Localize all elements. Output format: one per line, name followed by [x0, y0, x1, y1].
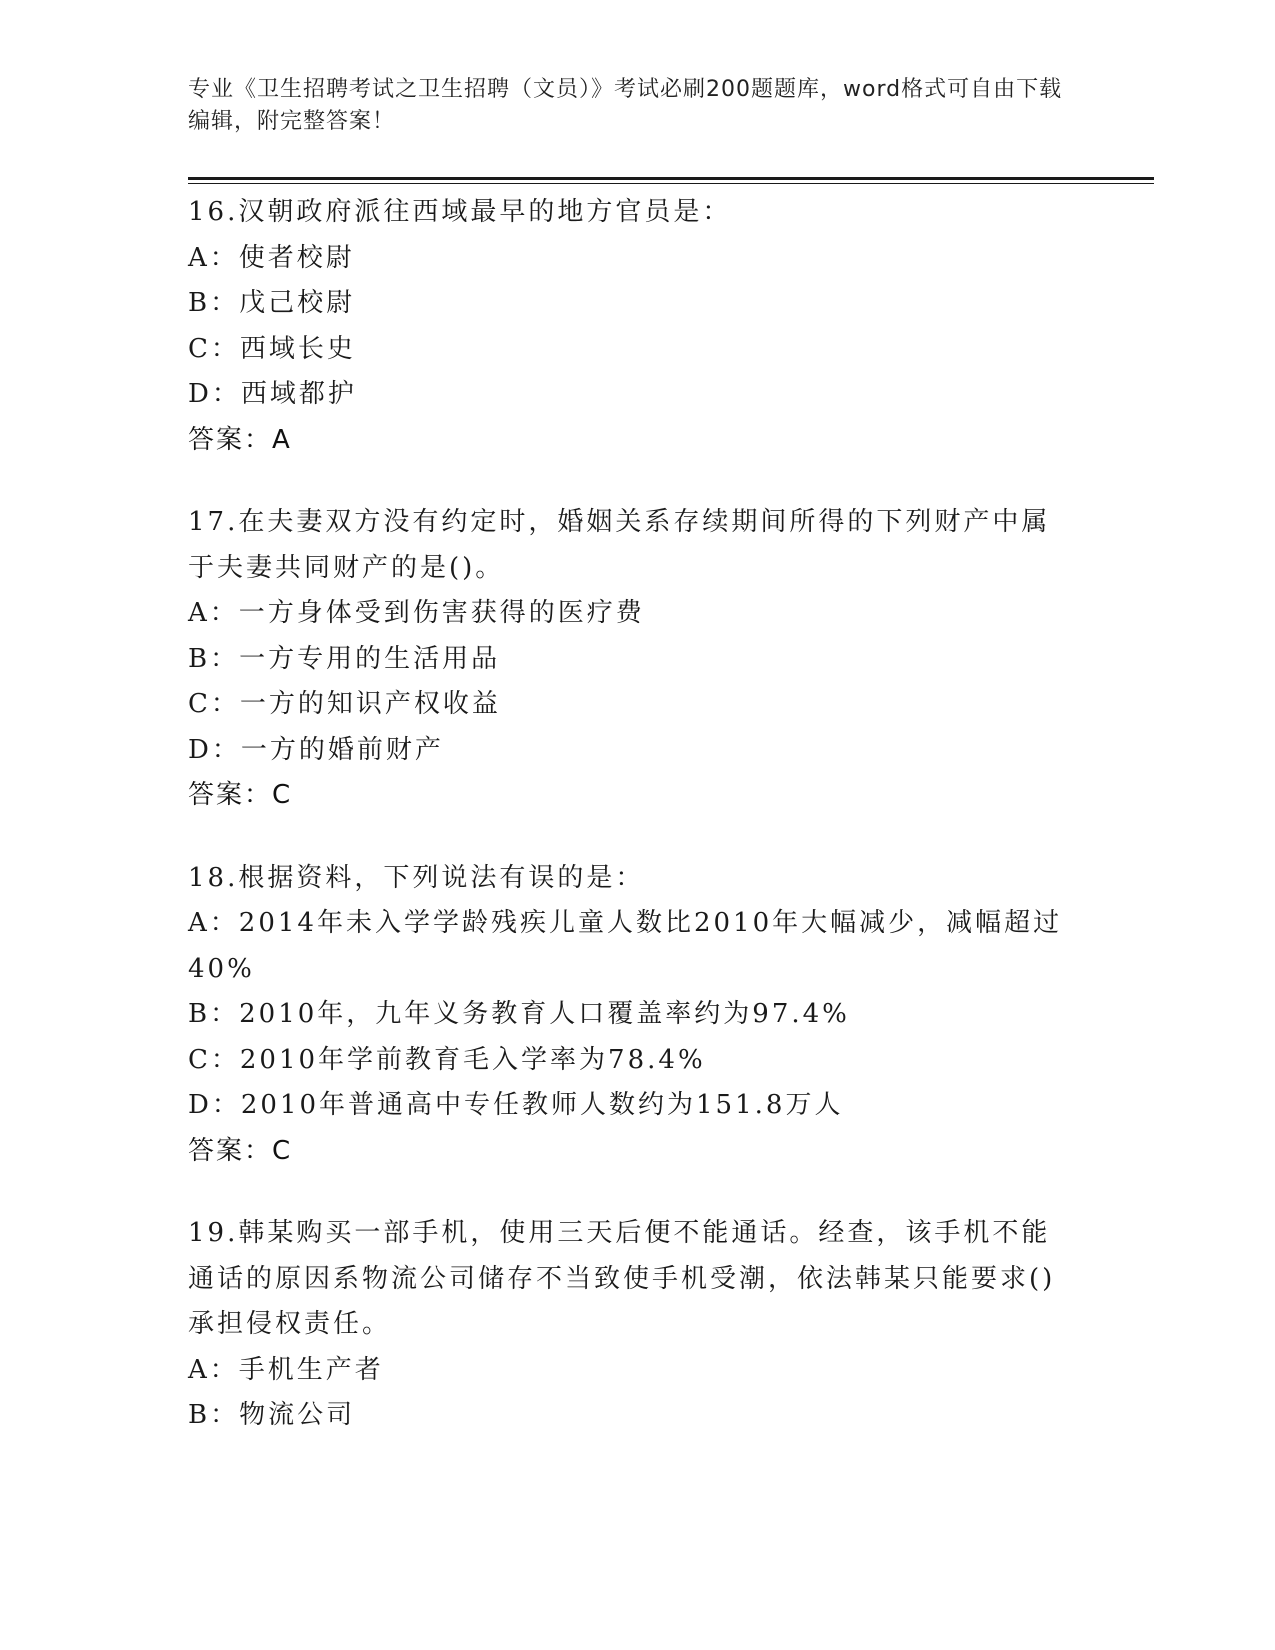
- option-d: D：一方的婚前财产: [188, 734, 444, 765]
- header-divider-thick: [188, 177, 1154, 180]
- question-16: [188, 190, 1078, 463]
- option-d: D：2010年普通高中专任教师人数约为151.8万人: [188, 1090, 844, 1120]
- document-header: 专业《卫生招聘考试之卫生招聘（文员）》考试必刷200题题库，word格式可自由下载编辑，附完整答案！: [188, 77, 1063, 134]
- option-c: C：一方的知识产权收益: [188, 689, 501, 719]
- answer-text: 答案：C: [188, 1135, 293, 1166]
- question-stem: 16.汉朝政府派往西域最早的地方官员是：: [188, 197, 732, 227]
- option-a: A：一方身体受到伤害获得的医疗费: [188, 598, 645, 628]
- option-b: B：2010年，九年义务教育人口覆盖率约为97.4%: [188, 999, 850, 1029]
- option-b: B：戊己校尉: [188, 288, 356, 318]
- header-divider-thin: [188, 183, 1154, 184]
- option-c: C：西域长史: [188, 333, 356, 364]
- question-19: [188, 1211, 1078, 1439]
- question-stem: 17.在夫妻双方没有约定时，婚姻关系存续期间所得的下列财产中属于夫妻共同财产的是()。: [188, 507, 1051, 583]
- option-b: B：物流公司: [188, 1400, 356, 1430]
- question-stem: 19.韩某购买一部手机，使用三天后便不能通话。经查，该手机不能通话的原因系物流公司储存不当致使手机受潮，依法韩某只能要求()承担侵权责任。: [188, 1218, 1056, 1339]
- answer-text: 答案：C: [188, 780, 293, 810]
- question-list: [188, 190, 1078, 1476]
- option-c: C：2010年学前教育毛入学率为78.4%: [188, 1044, 706, 1075]
- option-d: D：西域都护: [188, 379, 357, 409]
- option-a: A：使者校尉: [188, 242, 355, 273]
- question-18: [188, 856, 1078, 1175]
- option-a: A：手机生产者: [188, 1354, 384, 1385]
- answer-text: 答案：A: [188, 424, 292, 455]
- question-stem: 18.根据资料，下列说法有误的是：: [188, 862, 645, 893]
- option-b: B：一方专用的生活用品: [188, 643, 501, 674]
- option-a: A：2014年未入学学龄残疾儿童人数比2010年大幅减少，减幅超过40%: [188, 908, 1063, 984]
- question-17: [188, 500, 1078, 819]
